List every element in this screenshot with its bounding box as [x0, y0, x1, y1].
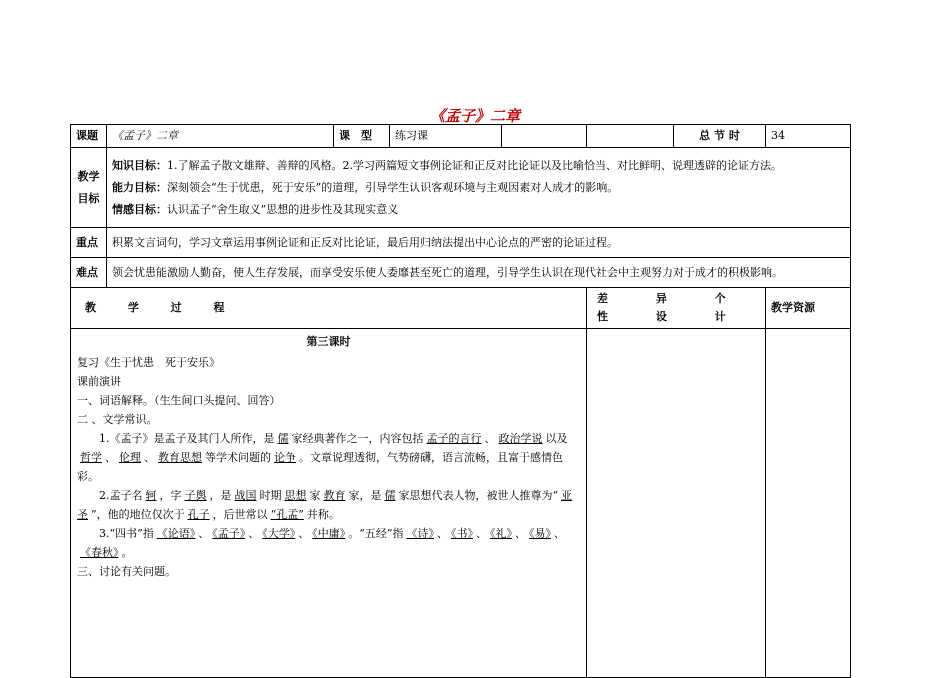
type-label: 课 型 — [334, 125, 390, 148]
knowledge-objective: 知识目标：1.了解孟子散文雄辩、善辩的风格。2.学习两篇短文事例论证和正反对比论证以及比喻恰当、对比鲜明、说理透辟的论证方法。 — [112, 158, 782, 172]
topic-value: 《孟子》二章 — [107, 125, 334, 148]
review-line: 复习《生于忧患 死于安乐》 — [77, 356, 220, 369]
page-title: 《孟子》二章 — [429, 107, 520, 125]
hours-label: 总 节 时 — [674, 125, 766, 148]
resources-content — [766, 329, 851, 678]
resources-header: 教学资源 — [766, 288, 851, 329]
section-2: 二 、文学常识。 — [77, 413, 158, 426]
differ-header: 差 异 个 性 设 计 — [587, 288, 766, 329]
hours-value: 34 — [766, 125, 851, 148]
key-point-text: 积累文言词句，学习文章运用事例论证和正反对比论证，最后用归纳法提出中心论点的严密的论证过程。 — [107, 228, 851, 258]
differ-content — [587, 329, 766, 678]
lesson-body-row — [71, 329, 851, 678]
speech-line: 课前演讲 — [77, 375, 121, 388]
process-header: 教 学 过 程 — [71, 288, 587, 329]
topic-label: 课题 — [71, 125, 107, 148]
literary-paragraph-2: 2.孟子名 轲 ，字 子舆 ，是 战国 时期 思想 家 教育 家，是 儒 家思想代表人物，被世人推尊为“ 亚圣 ”，他的地位仅次于 孔子 ，后世常以 “孔孟” 并称。 — [77, 489, 573, 521]
session-title: 第三课时 — [306, 335, 351, 348]
empty-cell-1 — [502, 125, 587, 148]
key-point-row — [71, 228, 851, 258]
lesson-plan-table — [70, 124, 851, 678]
empty-cell-2 — [587, 125, 674, 148]
difficulty-label: 难点 — [71, 258, 107, 288]
type-value: 练习课 — [390, 125, 502, 148]
difficulty-row — [71, 258, 851, 288]
ability-objective: 能力目标：深刻领会“生于忧患，死于安乐”的道理，引导学生认识客观环境与主观因素对人成才的影响。 — [112, 180, 619, 194]
section-1: 一、词语解释。（生生间口头提问、回答） — [77, 394, 281, 407]
section-3: 三、讨论有关问题。 — [77, 565, 176, 578]
objectives-row — [71, 148, 851, 228]
objectives-label: 教学 目标 — [71, 148, 107, 228]
objectives-content — [107, 148, 851, 228]
header-row — [71, 125, 851, 148]
process-content — [71, 329, 587, 678]
emotion-objective: 情感目标：认识孟子“舍生取义”思想的进步性及其现实意义 — [112, 202, 399, 216]
difficulty-text: 领会忧患能激励人勤奋，使人生存发展，而享受安乐使人委靡甚至死亡的道理，引导学生认识在现代社会中主观努力对于成才的积极影响。 — [107, 258, 851, 288]
column-header-row — [71, 288, 851, 329]
literary-paragraph-3: 3.“四书”指 《论语》 、 《孟子》 、 《大学》 、 《中庸》 。“五经”指 《诗》 、 《书》 、 《礼》 、 《易》 、《春秋》 。 — [80, 527, 565, 559]
literary-paragraph-1: 1.《孟子》是孟子及其门人所作，是 儒 家经典著作之一，内容包括 孟子的言行 、 政治学说 以及哲学 、 伦理 、 教育思想 等学术问题的 论争 。文章说理透彻，气势磅礴，语言流畅，且富于感情色彩。 — [77, 432, 568, 483]
key-point-label: 重点 — [71, 228, 107, 258]
